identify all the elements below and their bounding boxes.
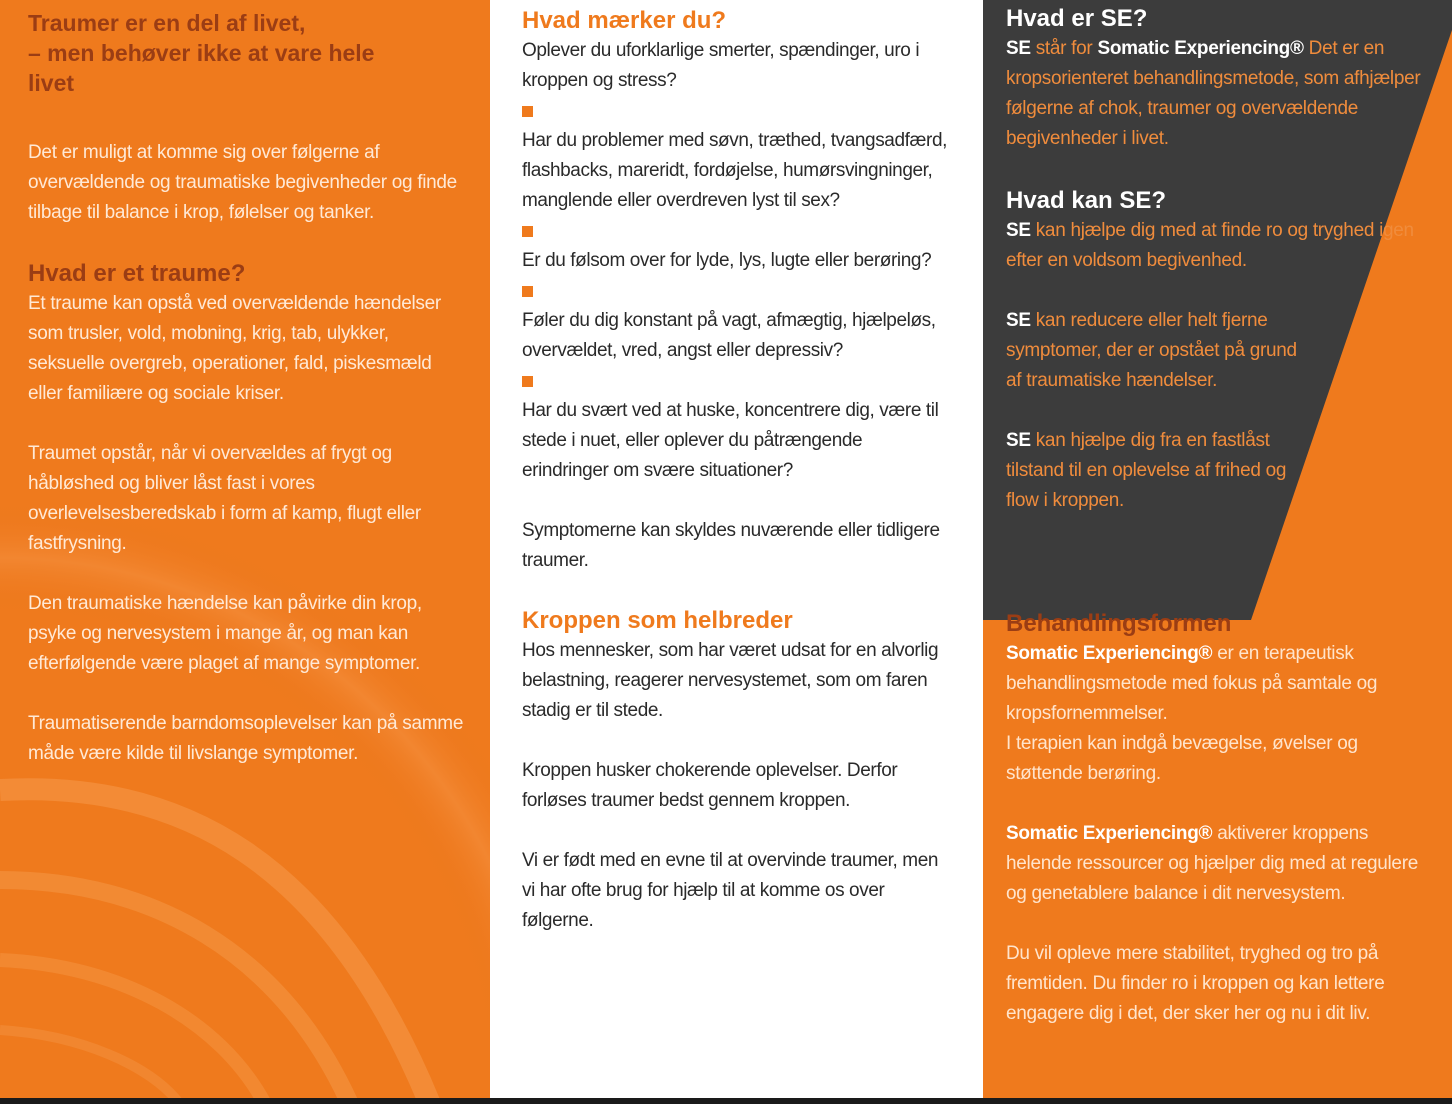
- can-se-text-2: kan reducere eller helt fjerne symptomer, der er opstået på grund af traumatiske hændelser.: [1006, 310, 1297, 391]
- what-se-paragraph: [1006, 34, 1436, 154]
- treatment-paragraph-3: [1006, 819, 1436, 909]
- square-bullet-icon: [522, 376, 533, 387]
- brand-name: Somatic Experiencing®: [1097, 38, 1304, 59]
- treatment-text-1: er en terapeutisk behandlingsmetode med fokus på samtale og kropsfornemmelser.: [1006, 643, 1378, 724]
- trauma-paragraph-1: Et traume kan opstå ved overvældende hændelser som trusler, vold, mobning, krig, tab, ulykker, seksuelle overgreb, operationer, fald, piskesmæld eller familiære og sociale kriser.: [28, 293, 441, 404]
- trauma-paragraph-2: Traumet opstår, når vi overvældes af frygt og håbløshed og bliver låst fast i vores overlevelsesberedskab i form af kamp, flugt eller fastfrysning.: [28, 443, 421, 554]
- brand-name: Somatic Experiencing®: [1006, 823, 1213, 844]
- title-line-1: Traumer er en del af livet,: [28, 10, 306, 36]
- what-se-part-1: står for: [1035, 38, 1093, 59]
- right-content: [1006, 4, 1436, 1029]
- right-panel: [983, 0, 1452, 1104]
- body-heading: Kroppen som helbreder: [522, 607, 793, 634]
- main-title: [28, 8, 468, 98]
- what-se-heading: Hvad er SE?: [1006, 5, 1148, 32]
- question-5: Har du svært ved at huske, koncentrere dig, være til stede i nuet, eller oplever du påtrængende erindringer om svære situationer?: [522, 400, 939, 481]
- se-abbr: SE: [1006, 38, 1031, 59]
- notice-heading: Hvad mærker du?: [522, 7, 727, 34]
- can-se-text-3: kan hjælpe dig fra en fastlåst tilstand til en oplevelse af frihed og flow i kroppen.: [1006, 430, 1287, 511]
- left-content: [28, 8, 468, 769]
- page-bottom-edge: [0, 1098, 1452, 1104]
- trauma-heading: Hvad er et traume?: [28, 260, 246, 287]
- question-4: Føler du dig konstant på vagt, afmægtig, hjælpeløs, overvældet, vred, angst eller depressiv?: [522, 310, 936, 361]
- can-se-paragraph-1: [1006, 216, 1436, 276]
- trauma-paragraph-3: Den traumatiske hændelse kan påvirke din krop, psyke og nervesystem i mange år, og man kan efterfølgende være plaget af mange symptomer.: [28, 593, 422, 674]
- question-1: Oplever du uforklarlige smerter, spændinger, uro i kroppen og stress?: [522, 40, 920, 91]
- treatment-paragraph-2: I terapien kan indgå bevægelse, øvelser og støttende berøring.: [1006, 733, 1358, 784]
- treatment-paragraph-1: [1006, 639, 1436, 729]
- trauma-paragraph-4: Traumatiserende barndomsoplevelser kan på samme måde være kilde til livslange symptomer.: [28, 713, 464, 764]
- left-panel: [0, 0, 490, 1104]
- body-paragraph-1: Hos mennesker, som har været udsat for en alvorlig belastning, reagerer nervesystemet, som om faren stadig er til stede.: [522, 640, 939, 721]
- se-abbr: SE: [1006, 220, 1031, 241]
- treatment-paragraph-4: Du vil opleve mere stabilitet, tryghed og tro på fremtiden. Du finder ro i kroppen og kan lettere engagere dig i det, der sker her og nu i dit liv.: [1006, 943, 1385, 1024]
- can-se-heading: Hvad kan SE?: [1006, 187, 1167, 214]
- question-2: Har du problemer med søvn, træthed, tvangsadfærd, flashbacks, mareridt, fordøjelse, humørsvingninger, manglende eller overdreven lyst til sex?: [522, 130, 947, 211]
- intro-paragraph: Det er muligt at komme sig over følgerne af overvældende og traumatiske begivenheder og finde tilbage til balance i krop, følelser og tanker.: [28, 142, 457, 223]
- body-paragraph-3: Vi er født med en evne til at overvinde traumer, men vi har ofte brug for hjælp til at komme os over følgerne.: [522, 850, 939, 931]
- square-bullet-icon: [522, 286, 533, 297]
- square-bullet-icon: [522, 106, 533, 117]
- can-se-paragraph-3: [1006, 426, 1291, 516]
- title-line-3: livet: [28, 70, 75, 96]
- treatment-heading: Behandlingsformen: [1006, 610, 1232, 637]
- middle-content: [522, 6, 952, 936]
- se-abbr: SE: [1006, 310, 1031, 331]
- brand-name: Somatic Experiencing®: [1006, 643, 1213, 664]
- middle-panel: [490, 0, 983, 1104]
- what-se-part-2: Det er en kropsorienteret behandlingsmetode, som afhjælper følgerne af chok, traumer og overvældende begivenheder i livet.: [1006, 38, 1421, 149]
- symptoms-paragraph: Symptomerne kan skyldes nuværende eller tidligere traumer.: [522, 520, 940, 571]
- body-paragraph-2: Kroppen husker chokerende oplevelser. Derfor forløses traumer bedst gennem kroppen.: [522, 760, 898, 811]
- square-bullet-icon: [522, 226, 533, 237]
- question-3: Er du følsom over for lyde, lys, lugte eller berøring?: [522, 250, 932, 271]
- treatment-text-3: aktiverer kroppens helende ressourcer og hjælper dig med at regulere og genetablere balance i dit nervesystem.: [1006, 823, 1418, 904]
- can-se-paragraph-2: [1006, 306, 1306, 396]
- se-abbr: SE: [1006, 430, 1031, 451]
- title-line-2: – men behøver ikke at vare hele: [28, 40, 375, 66]
- can-se-text-1: kan hjælpe dig med at finde ro og tryghed igen efter en voldsom begivenhed.: [1006, 220, 1414, 271]
